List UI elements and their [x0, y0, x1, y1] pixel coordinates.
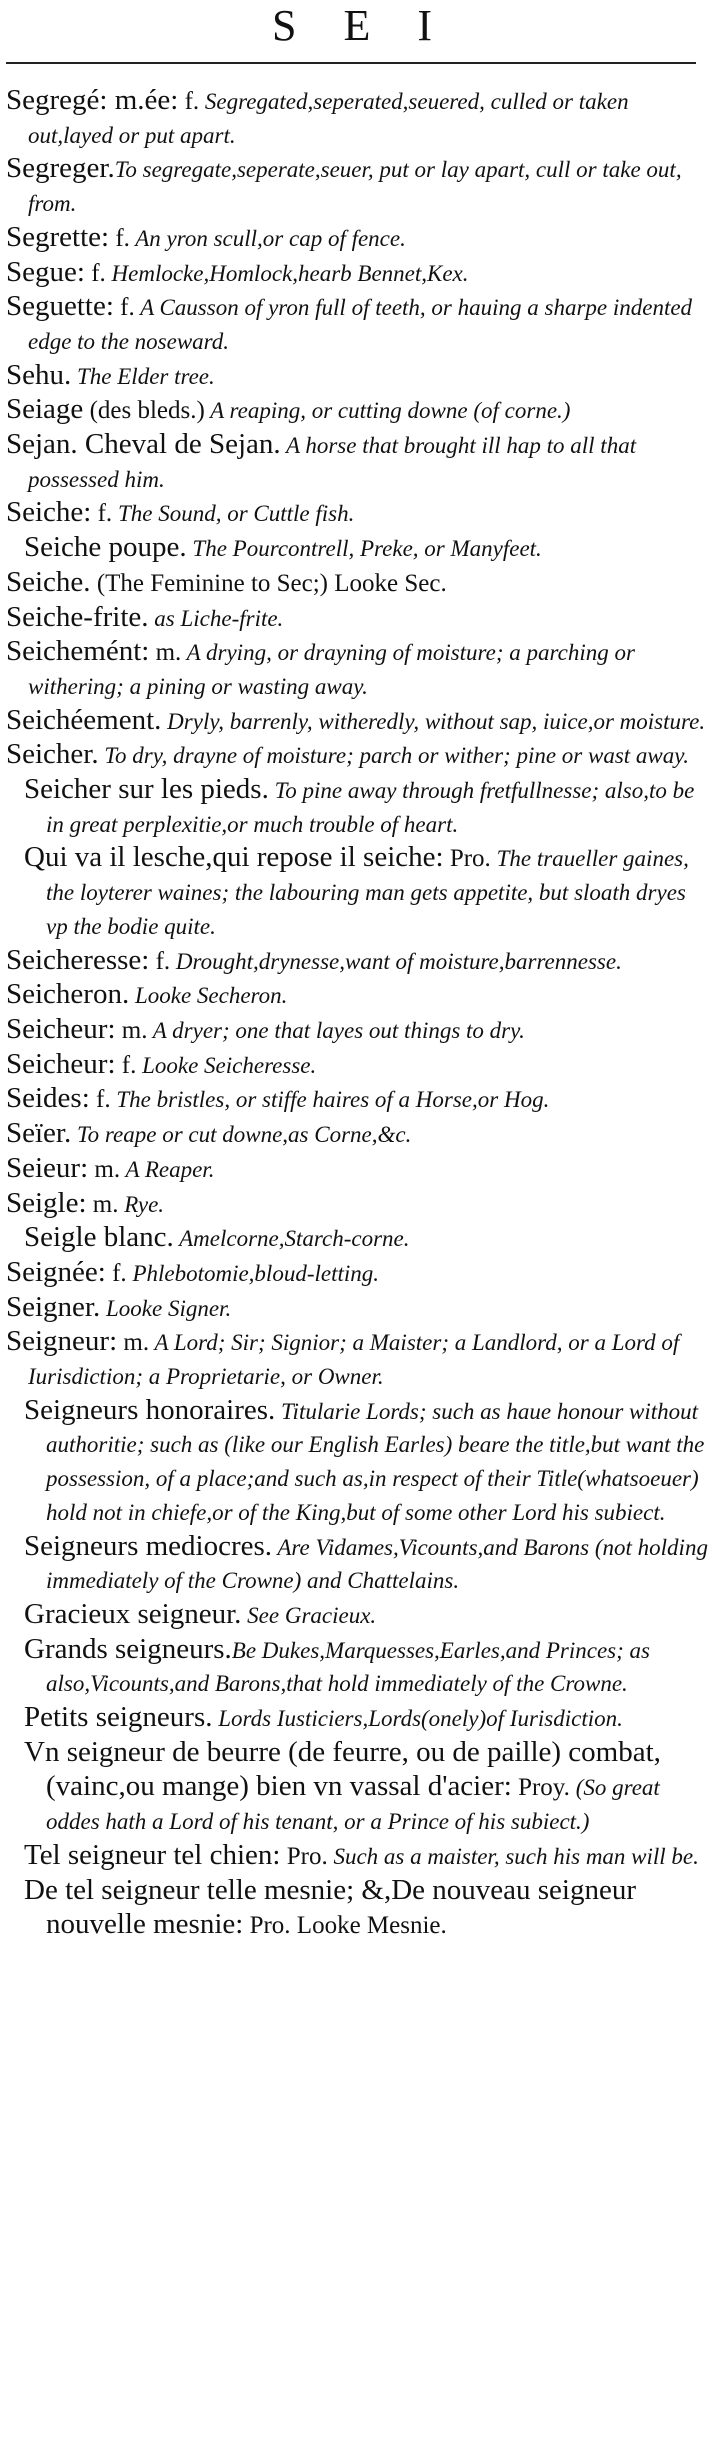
entry-headword: Seichéement. — [6, 703, 162, 736]
entry-headword: Segregé: m.ée: — [6, 84, 179, 116]
dictionary-entry — [6, 1291, 710, 1326]
entry-gloss: To pine away through fretfullnesse; also,to be in great perplexitie,or much trouble of heart. — [46, 778, 695, 837]
entry-headword: Gracieux seigneur. — [24, 1597, 242, 1630]
dictionary-entry — [6, 1325, 710, 1393]
entry-gloss: A Lord; Sir; Signior; a Maister; a Landlord, or a Lord of Iurisdiction; a Proprietarie, or Owner. — [28, 1330, 680, 1390]
dictionary-entry — [6, 1874, 710, 1943]
entry-grammar: m. — [149, 639, 182, 667]
entry-grammar: Proy. — [511, 1774, 570, 1802]
entry-headword: Seigneurs mediocres. — [24, 1529, 273, 1562]
entry-gloss: Titularie Lords; such as haue honour without authoritie; such as (like our English Earles) beare the title,but want the possession, of a place;and such as,in respect of their Title(whatsoeuer) hold not in chiefe,or of the King,but of some other Lord his subiect. — [46, 1398, 705, 1525]
entry-gloss: Amelcorne,Starch-corne. — [173, 1226, 410, 1252]
entry-grammar: f. — [113, 294, 135, 322]
dictionary-entry — [6, 1117, 710, 1152]
dictionary-entry — [6, 152, 710, 220]
dictionary-entry — [6, 1221, 710, 1256]
entry-headword: Seicheur: — [6, 1012, 116, 1045]
dictionary-entry — [6, 1839, 710, 1874]
entry-headword: Seiage — [6, 393, 84, 426]
entry-grammar: f. — [105, 1259, 127, 1287]
dictionary-entry — [6, 1256, 710, 1291]
dictionary-entry — [6, 738, 710, 773]
dictionary-entry — [6, 1530, 710, 1598]
entry-gloss: Looke Seicheresse. — [136, 1052, 317, 1078]
dictionary-entry — [6, 601, 710, 636]
entry-headword: Seguette: — [6, 290, 114, 323]
entry-grammar: m. — [117, 1329, 150, 1357]
entry-headword: Tel seigneur tel chien: — [24, 1838, 281, 1871]
dictionary-entry — [6, 1082, 710, 1117]
entry-grammar: m. — [86, 1190, 119, 1218]
entry-headword: Seides: — [6, 1082, 90, 1115]
entry-gloss: The traueller gaines, the loyterer waines; the labouring man gets appetite, but sloath dryes vp the bodie quite. — [46, 846, 689, 939]
entry-gloss: To reape or cut downe,as Corne,&c. — [71, 1122, 412, 1148]
dictionary-entry — [6, 359, 710, 394]
entry-grammar: f. — [178, 88, 200, 115]
dictionary-entry — [6, 221, 710, 256]
dictionary-entry — [6, 704, 710, 739]
entry-headword: Sehu. — [6, 358, 72, 391]
entry-headword: Seigle blanc. — [24, 1221, 174, 1254]
dictionary-entry — [6, 978, 710, 1013]
entry-gloss: (So great oddes hath a Lord of his tenant, or a Prince of his subiect.) — [46, 1775, 660, 1835]
dictionary-entry — [6, 1013, 710, 1048]
entry-grammar: f. — [84, 259, 106, 287]
entry-gloss: Segregated,seperated,seuered, culled or taken out,layed or put apart. — [28, 89, 629, 148]
entry-gloss: Rye. — [118, 1191, 165, 1217]
dictionary-entry — [6, 1152, 710, 1187]
entry-headword: Seiche-frite. — [6, 600, 149, 633]
dictionary-entry — [6, 428, 710, 496]
entry-headword: Segreger. — [6, 152, 115, 185]
entry-gloss: Drought,drynesse,want of moisture,barrennesse. — [170, 948, 622, 974]
entry-headword: Segrette: — [6, 220, 110, 253]
entry-gloss: Phlebotomie,bloud-letting. — [126, 1260, 380, 1286]
entry-headword: Seiche. — [6, 565, 91, 598]
entry-grammar: (The Feminine to Sec;) Looke Sec. — [90, 569, 447, 597]
entry-grammar: Pro. — [443, 845, 491, 873]
entry-gloss: A dryer; one that layes out things to dry. — [147, 1017, 525, 1043]
entry-headword: Seigneur: — [6, 1325, 118, 1358]
dictionary-entry — [6, 841, 710, 943]
entry-grammar: (des bleds.) — [83, 397, 205, 425]
dictionary-entry — [6, 531, 710, 566]
dictionary-entry — [6, 84, 710, 152]
entry-gloss: To segregate,seperate,seuer, put or lay apart, cull or take out, from. — [28, 157, 682, 217]
entry-grammar: Pro. Looke Mesnie. — [243, 1912, 447, 1940]
entry-gloss: The Pourcontrell, Preke, or Manyfeet. — [186, 536, 542, 562]
entry-headword: Seicher sur les pieds. — [24, 773, 269, 806]
entry-gloss: The Sound, or Cuttle fish. — [112, 501, 355, 527]
dictionary-entry — [6, 1701, 710, 1736]
entry-headword: Seigneurs honoraires. — [24, 1393, 276, 1426]
entry-gloss: Looke Signer. — [100, 1295, 232, 1321]
entry-gloss: See Gracieux. — [241, 1602, 377, 1628]
entry-gloss: The Elder tree. — [71, 363, 215, 389]
dictionary-entry — [6, 1736, 710, 1839]
entry-headword: Seieur: — [6, 1151, 89, 1184]
dictionary-entry — [6, 256, 710, 291]
entry-headword: Seicheresse: — [6, 943, 150, 976]
dictionary-entry — [6, 1187, 710, 1222]
entry-grammar: f. — [115, 1051, 137, 1079]
entry-headword: Seignée: — [6, 1255, 106, 1288]
entry-gloss: Hemlocke,Homlock,hearb Bennet,Kex. — [105, 260, 469, 286]
entry-grammar: m. — [115, 1016, 148, 1044]
entry-headword: De tel seigneur telle mesnie; &,De nouveau seigneur nouvelle mesnie: — [24, 1873, 637, 1941]
entry-headword: Sejan. Cheval de Sejan. — [6, 428, 281, 461]
entry-gloss: A horse that brought ill hap to all that possessed him. — [28, 433, 637, 492]
entry-grammar: f. — [149, 947, 171, 975]
entry-gloss: Looke Secheron. — [129, 983, 288, 1009]
entry-gloss: Dryly, barrenly, witheredly, without sap, iuice,or moisture. — [161, 708, 706, 734]
entry-gloss: A drying, or drayning of moisture; a parching or withering; a pining or wasting away. — [28, 640, 635, 699]
entry-headword: Vn seigneur de beurre (de feurre, ou de paille) combat, (vainc,ou mange) bien vn vassal d'acier: — [24, 1735, 661, 1803]
dictionary-entry — [6, 290, 710, 358]
entry-list — [6, 84, 710, 1943]
entry-grammar: m. — [88, 1155, 121, 1183]
entry-grammar: f. — [89, 1086, 111, 1114]
dictionary-entry — [6, 1633, 710, 1701]
entry-gloss: A reaping, or cutting downe (of corne.) — [204, 398, 571, 424]
dictionary-entry — [6, 1394, 710, 1530]
entry-gloss: Lords Iusticiers,Lords(onely)of Iurisdiction. — [212, 1706, 623, 1732]
entry-headword: Seicher. — [6, 738, 99, 771]
entry-headword: Qui va il lesche,qui repose il seiche: — [24, 841, 444, 874]
entry-gloss: A Reaper. — [120, 1156, 215, 1182]
entry-headword: Segue: — [6, 255, 85, 288]
dictionary-entry — [6, 566, 710, 601]
entry-grammar: f. — [91, 500, 113, 528]
entry-gloss: as Liche-frite. — [148, 605, 284, 631]
dictionary-entry — [6, 773, 710, 841]
entry-gloss: Are Vidames,Vicounts,and Barons (not holding immediately of the Crowne) and Chattelains. — [46, 1534, 708, 1594]
entry-headword: Petits seigneurs. — [24, 1701, 213, 1734]
header-rule — [6, 62, 696, 64]
dictionary-entry — [6, 944, 710, 979]
entry-gloss: Such as a maister, such his man will be. — [327, 1843, 699, 1869]
entry-gloss: A Causson of yron full of teeth, or hauing a sharpe indented edge to the noseward. — [28, 295, 693, 354]
dictionary-entry — [6, 1048, 710, 1083]
entry-headword: Grands seigneurs. — [24, 1632, 232, 1665]
dictionary-entry — [6, 393, 710, 428]
entry-headword: Seigner. — [6, 1290, 101, 1323]
page-header: S E I — [272, 1, 450, 50]
entry-headword: Seicheur: — [6, 1047, 116, 1080]
entry-headword: Seiche: — [6, 496, 92, 529]
dictionary-entry — [6, 496, 710, 531]
entry-grammar: f. — [109, 224, 130, 252]
entry-headword: Seigle: — [6, 1186, 87, 1219]
entry-gloss: To dry, drayne of moisture; parch or wither; pine or wast away. — [98, 743, 689, 769]
entry-gloss: The bristles, or stiffe haires of a Horse,or Hog. — [110, 1087, 550, 1113]
entry-headword: Seicheron. — [6, 978, 130, 1011]
dictionary-entry — [6, 635, 710, 703]
entry-grammar: Pro. — [280, 1842, 328, 1870]
entry-gloss: An yron scull,or cap of fence. — [129, 225, 406, 251]
entry-headword: Seïer. — [6, 1117, 72, 1150]
entry-headword: Seichemént: — [6, 635, 150, 668]
entry-headword: Seiche poupe. — [24, 531, 187, 564]
entry-gloss: Be Dukes,Marquesses,Earles,and Princes; as also,Vicounts,and Barons,that hold immediately of the Crowne. — [46, 1637, 650, 1697]
dictionary-entry — [6, 1598, 710, 1633]
